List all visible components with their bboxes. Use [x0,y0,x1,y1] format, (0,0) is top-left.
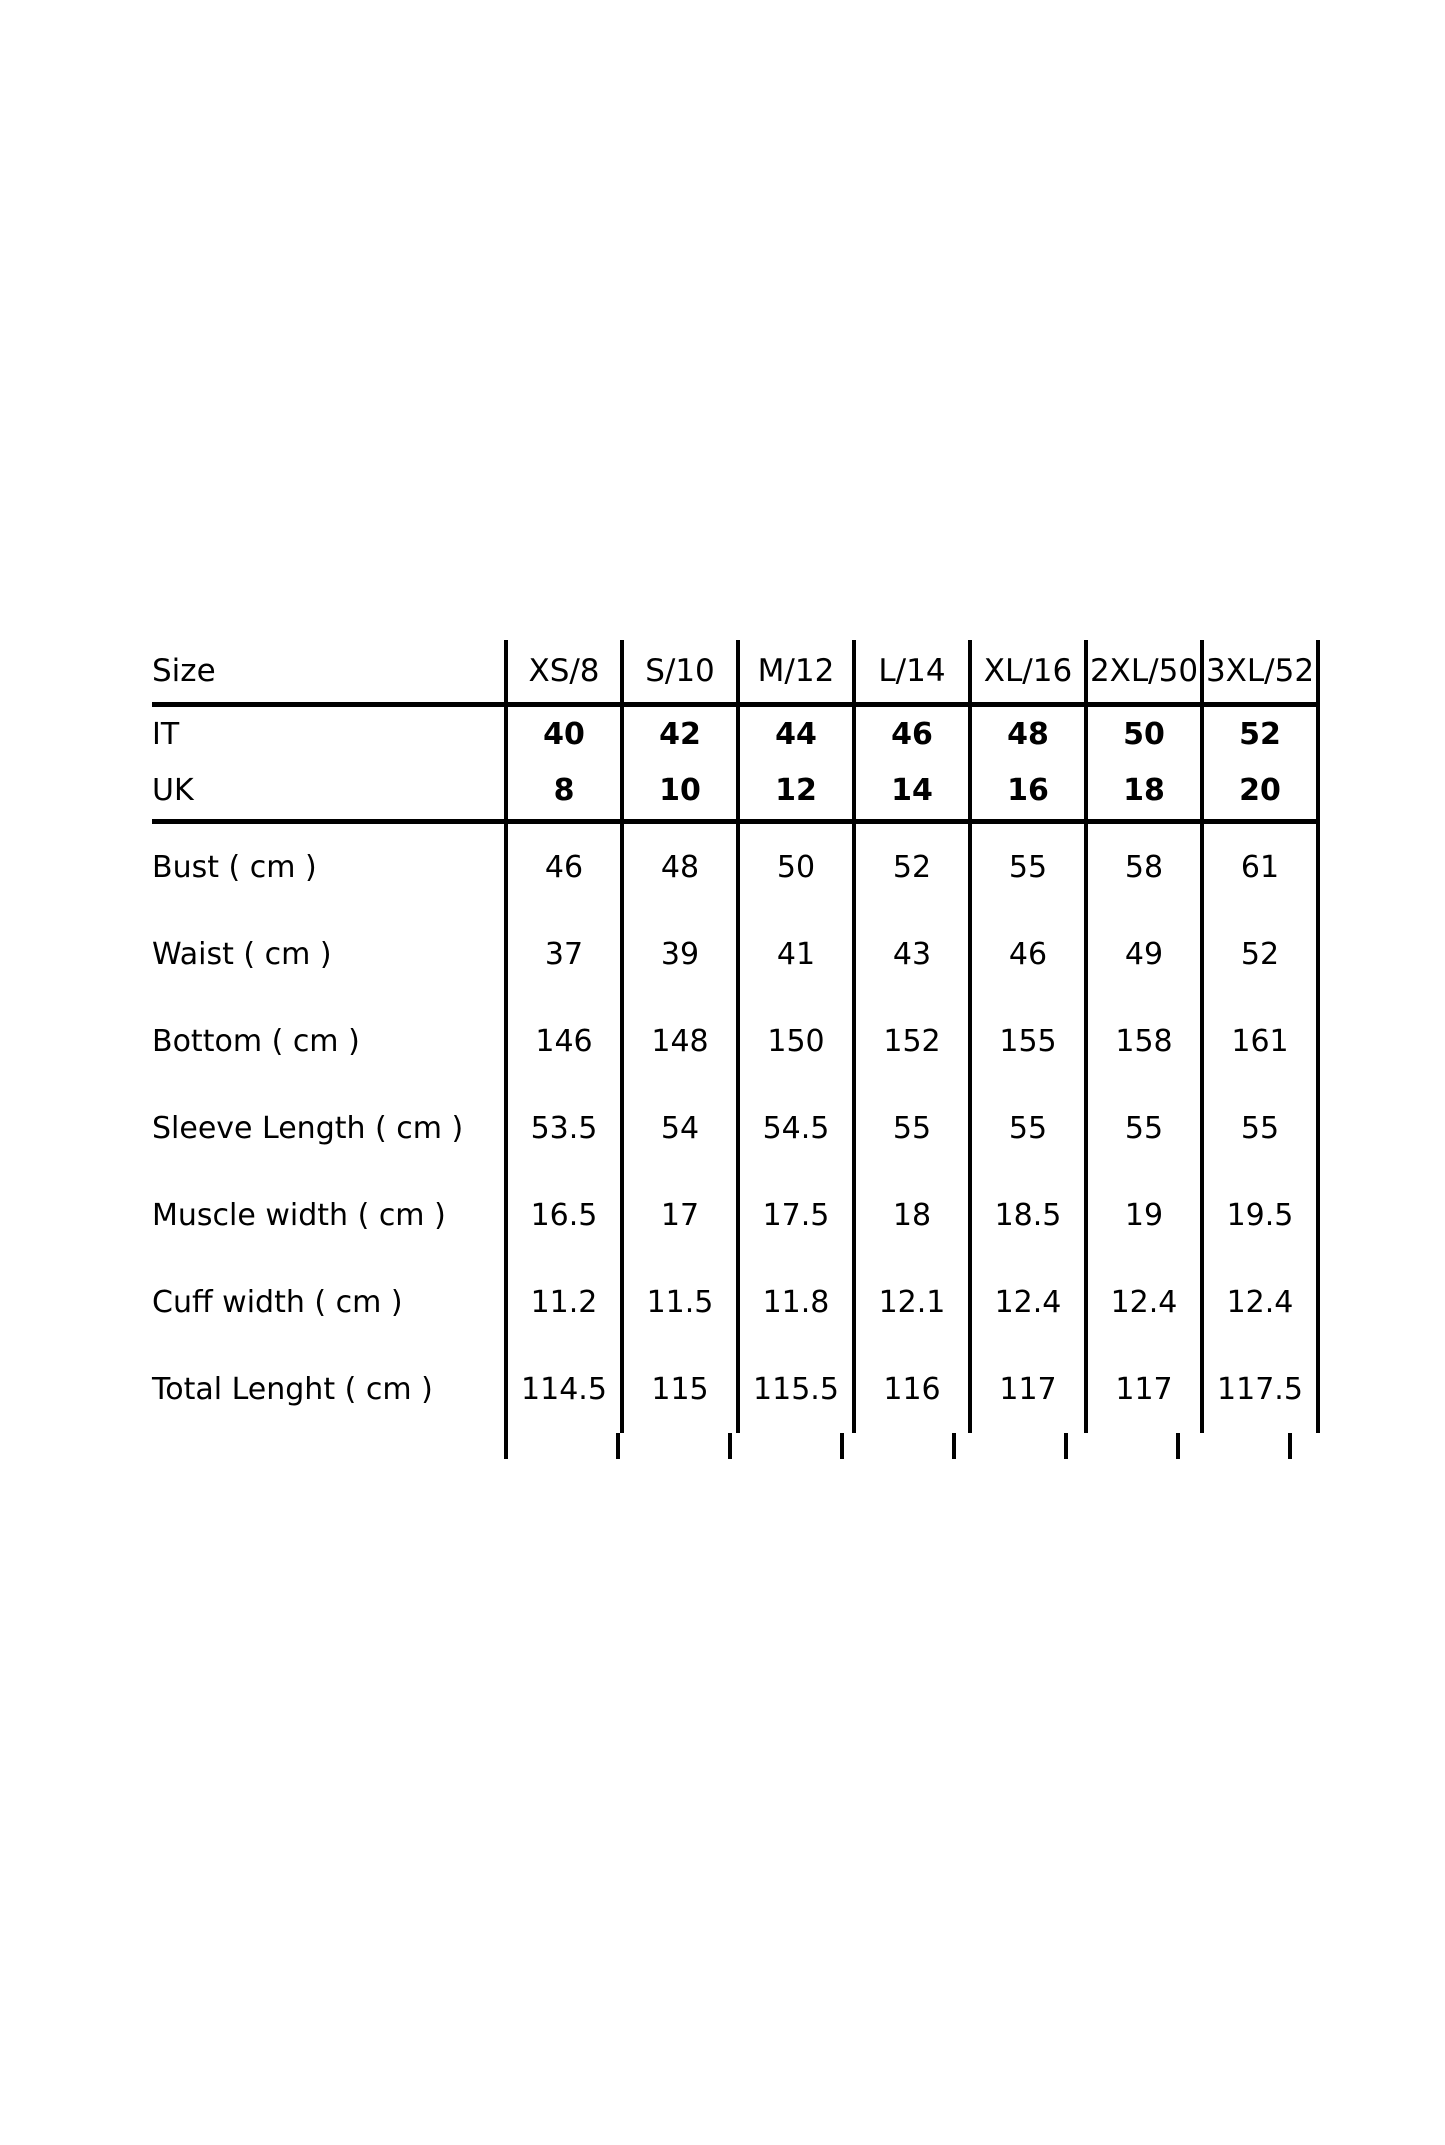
row-label-it: IT [152,717,180,752]
header-cell-size-6: 3XL/52 [1202,640,1318,705]
cell-cuff-5: 12.4 [1086,1259,1202,1346]
row-label-bust: Bust ( cm ) [152,849,317,885]
cell-cuff-3: 12.1 [854,1259,970,1346]
cell-uk-5: 18 [1086,763,1202,822]
rule-tail-5 [1064,1433,1068,1459]
cell-uk-2: 12 [738,763,854,822]
cell-uk-0: 8 [506,763,622,822]
cell-bottom-6: 161 [1202,998,1318,1085]
header-cell-size-4: XL/16 [970,640,1086,705]
cell-uk-6: 20 [1202,763,1318,822]
cell-bust-4: 55 [970,822,1086,912]
cell-sleeve-6: 55 [1202,1085,1318,1172]
cell-uk-4: 16 [970,763,1086,822]
rule-tail-1 [616,1433,620,1459]
cell-bust-6: 61 [1202,822,1318,912]
row-label-cuff-width: Cuff width ( cm ) [152,1284,403,1320]
row-label-total-lenght: Total Lenght ( cm ) [152,1371,433,1407]
cell-sleeve-4: 55 [970,1085,1086,1172]
cell-bust-1: 48 [622,822,738,912]
cell-bust-3: 52 [854,822,970,912]
cell-sleeve-0: 53.5 [506,1085,622,1172]
rule-tail-0 [504,1433,508,1459]
table-header-row-size [152,640,1318,705]
rule-tail-3 [840,1433,844,1459]
cell-muscle-3: 18 [854,1172,970,1259]
cell-waist-5: 49 [1086,911,1202,998]
cell-total-3: 116 [854,1346,970,1433]
cell-muscle-5: 19 [1086,1172,1202,1259]
rule-tail-7 [1288,1433,1292,1459]
cell-total-6: 117.5 [1202,1346,1318,1433]
cell-sleeve-2: 54.5 [738,1085,854,1172]
header-label-size: Size [152,640,506,705]
rule-tail-2 [728,1433,732,1459]
cell-uk-1: 10 [622,763,738,822]
cell-total-5: 117 [1086,1346,1202,1433]
size-chart-container [152,640,1315,1459]
cell-cuff-6: 12.4 [1202,1259,1318,1346]
cell-waist-6: 52 [1202,911,1318,998]
cell-waist-3: 43 [854,911,970,998]
size-chart-table [152,640,1320,1433]
row-label-sleeve-length: Sleeve Length ( cm ) [152,1110,464,1146]
cell-it-5: 50 [1086,705,1202,764]
cell-it-4: 48 [970,705,1086,764]
table-row [152,911,1318,998]
table-row [152,1346,1318,1433]
cell-bottom-3: 152 [854,998,970,1085]
cell-total-1: 115 [622,1346,738,1433]
cell-it-6: 52 [1202,705,1318,764]
cell-cuff-4: 12.4 [970,1259,1086,1346]
cell-total-0: 114.5 [506,1346,622,1433]
cell-total-4: 117 [970,1346,1086,1433]
cell-bottom-0: 146 [506,998,622,1085]
header-cell-size-1: S/10 [622,640,738,705]
cell-bust-5: 58 [1086,822,1202,912]
cell-waist-0: 37 [506,911,622,998]
cell-total-2: 115.5 [738,1346,854,1433]
table-row-uk [152,763,1318,822]
cell-it-3: 46 [854,705,970,764]
cell-bottom-4: 155 [970,998,1086,1085]
table-row [152,822,1318,912]
cell-bust-0: 46 [506,822,622,912]
cell-muscle-2: 17.5 [738,1172,854,1259]
cell-sleeve-1: 54 [622,1085,738,1172]
cell-sleeve-5: 55 [1086,1085,1202,1172]
cell-bottom-5: 158 [1086,998,1202,1085]
table-row [152,1259,1318,1346]
row-label-uk: UK [152,763,506,822]
cell-bust-2: 50 [738,822,854,912]
cell-waist-2: 41 [738,911,854,998]
row-label-waist: Waist ( cm ) [152,936,332,972]
table-row [152,1172,1318,1259]
cell-cuff-0: 11.2 [506,1259,622,1346]
cell-sleeve-3: 55 [854,1085,970,1172]
header-cell-size-5: 2XL/50 [1086,640,1202,705]
table-row-it [152,705,1318,764]
cell-muscle-6: 19.5 [1202,1172,1318,1259]
cell-waist-4: 46 [970,911,1086,998]
cell-it-0: 40 [506,705,622,764]
cell-muscle-1: 17 [622,1172,738,1259]
rule-tail-4 [952,1433,956,1459]
table-row [152,1085,1318,1172]
cell-it-1: 42 [622,705,738,764]
cell-muscle-4: 18.5 [970,1172,1086,1259]
row-label-muscle-width: Muscle width ( cm ) [152,1197,446,1233]
cell-cuff-1: 11.5 [622,1259,738,1346]
cell-muscle-0: 16.5 [506,1172,622,1259]
row-label-bottom: Bottom ( cm ) [152,1023,360,1059]
cell-it-2: 44 [738,705,854,764]
header-cell-size-2: M/12 [738,640,854,705]
cell-waist-1: 39 [622,911,738,998]
cell-uk-3: 14 [854,763,970,822]
header-cell-size-3: L/14 [854,640,970,705]
rule-tail-6 [1176,1433,1180,1459]
table-row [152,998,1318,1085]
cell-cuff-2: 11.8 [738,1259,854,1346]
cell-bottom-1: 148 [622,998,738,1085]
cell-bottom-2: 150 [738,998,854,1085]
table-rule-tails [152,1433,1292,1459]
header-cell-size-0: XS/8 [506,640,622,705]
